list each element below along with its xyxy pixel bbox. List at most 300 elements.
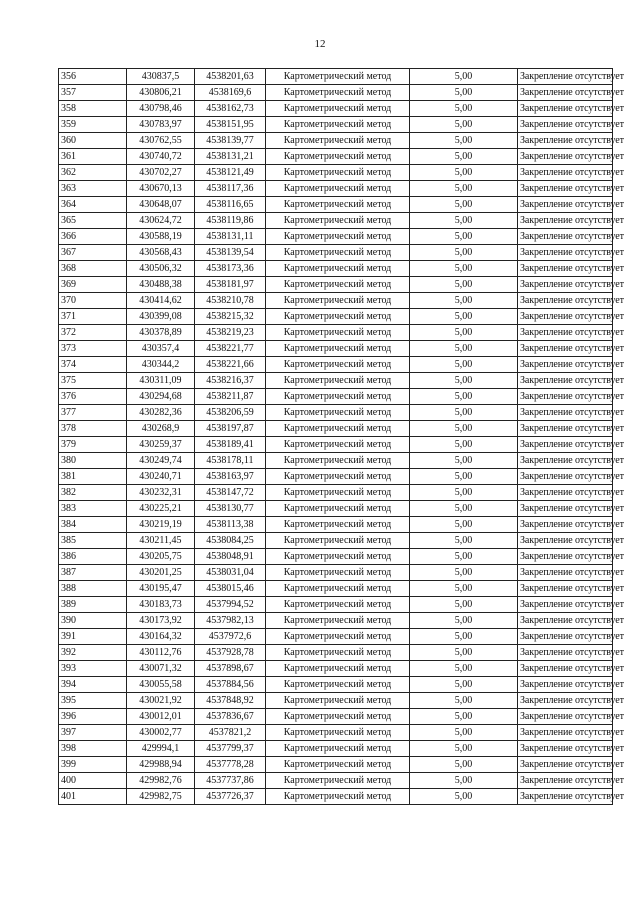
x-coordinate-cell: 430624,72: [127, 213, 195, 229]
x-coordinate-cell: 430648,07: [127, 197, 195, 213]
marking-note-cell: Закрепление отсутствует: [518, 485, 613, 501]
y-coordinate-cell: 4538181,97: [195, 277, 266, 293]
y-coordinate-cell: 4537737,86: [195, 773, 266, 789]
method-cell: Картометрический метод: [266, 485, 410, 501]
x-coordinate-cell: 430211,45: [127, 533, 195, 549]
x-coordinate-cell: 429982,75: [127, 789, 195, 805]
method-cell: Картометрический метод: [266, 501, 410, 517]
accuracy-cell: 5,00: [410, 261, 518, 277]
x-coordinate-cell: 430055,58: [127, 677, 195, 693]
x-coordinate-cell: 430012,01: [127, 709, 195, 725]
method-cell: Картометрический метод: [266, 677, 410, 693]
marking-note-cell: Закрепление отсутствует: [518, 501, 613, 517]
method-cell: Картометрический метод: [266, 517, 410, 533]
accuracy-cell: 5,00: [410, 645, 518, 661]
marking-note-cell: Закрепление отсутствует: [518, 261, 613, 277]
point-number-cell: 399: [59, 757, 127, 773]
point-number-cell: 378: [59, 421, 127, 437]
marking-note-cell: Закрепление отсутствует: [518, 565, 613, 581]
method-cell: Картометрический метод: [266, 549, 410, 565]
y-coordinate-cell: 4537928,78: [195, 645, 266, 661]
marking-note-cell: Закрепление отсутствует: [518, 517, 613, 533]
method-cell: Картометрический метод: [266, 149, 410, 165]
marking-note-cell: Закрепление отсутствует: [518, 357, 613, 373]
y-coordinate-cell: 4537821,2: [195, 725, 266, 741]
accuracy-cell: 5,00: [410, 437, 518, 453]
x-coordinate-cell: 430268,9: [127, 421, 195, 437]
accuracy-cell: 5,00: [410, 293, 518, 309]
table-row: [59, 181, 613, 197]
method-cell: Картометрический метод: [266, 709, 410, 725]
x-coordinate-cell: 430670,13: [127, 181, 195, 197]
y-coordinate-cell: 4538211,87: [195, 389, 266, 405]
x-coordinate-cell: 430294,68: [127, 389, 195, 405]
method-cell: Картометрический метод: [266, 453, 410, 469]
table-row: [59, 613, 613, 629]
x-coordinate-cell: 430798,46: [127, 101, 195, 117]
accuracy-cell: 5,00: [410, 693, 518, 709]
method-cell: Картометрический метод: [266, 661, 410, 677]
marking-note-cell: Закрепление отсутствует: [518, 277, 613, 293]
point-number-cell: 380: [59, 453, 127, 469]
table-row: [59, 373, 613, 389]
marking-note-cell: Закрепление отсутствует: [518, 421, 613, 437]
accuracy-cell: 5,00: [410, 485, 518, 501]
point-number-cell: 365: [59, 213, 127, 229]
accuracy-cell: 5,00: [410, 373, 518, 389]
y-coordinate-cell: 4537884,56: [195, 677, 266, 693]
marking-note-cell: Закрепление отсутствует: [518, 405, 613, 421]
marking-note-cell: Закрепление отсутствует: [518, 373, 613, 389]
marking-note-cell: Закрепление отсутствует: [518, 741, 613, 757]
accuracy-cell: 5,00: [410, 741, 518, 757]
point-number-cell: 359: [59, 117, 127, 133]
marking-note-cell: Закрепление отсутствует: [518, 389, 613, 405]
table-row: [59, 709, 613, 725]
method-cell: Картометрический метод: [266, 85, 410, 101]
point-number-cell: 367: [59, 245, 127, 261]
point-number-cell: 401: [59, 789, 127, 805]
table-row: [59, 501, 613, 517]
y-coordinate-cell: 4538139,77: [195, 133, 266, 149]
point-number-cell: 363: [59, 181, 127, 197]
marking-note-cell: Закрепление отсутствует: [518, 181, 613, 197]
y-coordinate-cell: 4538221,66: [195, 357, 266, 373]
point-number-cell: 393: [59, 661, 127, 677]
table-row: [59, 293, 613, 309]
marking-note-cell: Закрепление отсутствует: [518, 469, 613, 485]
y-coordinate-cell: 4538216,37: [195, 373, 266, 389]
method-cell: Картометрический метод: [266, 469, 410, 485]
accuracy-cell: 5,00: [410, 181, 518, 197]
table-row: [59, 85, 613, 101]
y-coordinate-cell: 4538117,36: [195, 181, 266, 197]
accuracy-cell: 5,00: [410, 517, 518, 533]
point-number-cell: 357: [59, 85, 127, 101]
method-cell: Картометрический метод: [266, 229, 410, 245]
y-coordinate-cell: 4537972,6: [195, 629, 266, 645]
point-number-cell: 364: [59, 197, 127, 213]
method-cell: Картометрический метод: [266, 389, 410, 405]
method-cell: Картометрический метод: [266, 101, 410, 117]
y-coordinate-cell: 4537982,13: [195, 613, 266, 629]
point-number-cell: 400: [59, 773, 127, 789]
y-coordinate-cell: 4538178,11: [195, 453, 266, 469]
x-coordinate-cell: 430344,2: [127, 357, 195, 373]
point-number-cell: 366: [59, 229, 127, 245]
accuracy-cell: 5,00: [410, 341, 518, 357]
point-number-cell: 386: [59, 549, 127, 565]
accuracy-cell: 5,00: [410, 597, 518, 613]
x-coordinate-cell: 430112,76: [127, 645, 195, 661]
marking-note-cell: Закрепление отсутствует: [518, 85, 613, 101]
accuracy-cell: 5,00: [410, 709, 518, 725]
accuracy-cell: 5,00: [410, 101, 518, 117]
x-coordinate-cell: 430357,4: [127, 341, 195, 357]
table-row: [59, 565, 613, 581]
accuracy-cell: 5,00: [410, 69, 518, 85]
x-coordinate-cell: 429988,94: [127, 757, 195, 773]
y-coordinate-cell: 4538139,54: [195, 245, 266, 261]
point-number-cell: 358: [59, 101, 127, 117]
method-cell: Картометрический метод: [266, 341, 410, 357]
marking-note-cell: Закрепление отсутствует: [518, 549, 613, 565]
point-number-cell: 375: [59, 373, 127, 389]
y-coordinate-cell: 4537726,37: [195, 789, 266, 805]
point-number-cell: 373: [59, 341, 127, 357]
table-row: [59, 133, 613, 149]
method-cell: Картометрический метод: [266, 693, 410, 709]
accuracy-cell: 5,00: [410, 405, 518, 421]
y-coordinate-cell: 4538197,87: [195, 421, 266, 437]
method-cell: Картометрический метод: [266, 725, 410, 741]
marking-note-cell: Закрепление отсутствует: [518, 709, 613, 725]
x-coordinate-cell: 430588,19: [127, 229, 195, 245]
x-coordinate-cell: 430249,74: [127, 453, 195, 469]
point-number-cell: 371: [59, 309, 127, 325]
x-coordinate-cell: 430205,75: [127, 549, 195, 565]
table-row: [59, 677, 613, 693]
x-coordinate-cell: 430219,19: [127, 517, 195, 533]
y-coordinate-cell: 4537898,67: [195, 661, 266, 677]
marking-note-cell: Закрепление отсутствует: [518, 613, 613, 629]
point-number-cell: 388: [59, 581, 127, 597]
y-coordinate-cell: 4538131,21: [195, 149, 266, 165]
coordinates-table-body: [59, 69, 624, 805]
marking-note-cell: Закрепление отсутствует: [518, 757, 613, 773]
page-number: 12: [314, 38, 326, 50]
table-row: [59, 597, 613, 613]
y-coordinate-cell: 4538163,97: [195, 469, 266, 485]
method-cell: Картометрический метод: [266, 581, 410, 597]
point-number-cell: 383: [59, 501, 127, 517]
marking-note-cell: Закрепление отсутствует: [518, 341, 613, 357]
table-row: [59, 405, 613, 421]
table-row: [59, 117, 613, 133]
marking-note-cell: Закрепление отсутствует: [518, 725, 613, 741]
method-cell: Картометрический метод: [266, 789, 410, 805]
x-coordinate-cell: 430378,89: [127, 325, 195, 341]
accuracy-cell: 5,00: [410, 229, 518, 245]
point-number-cell: 376: [59, 389, 127, 405]
point-number-cell: 392: [59, 645, 127, 661]
table-row: [59, 101, 613, 117]
table-row: [59, 629, 613, 645]
method-cell: Картометрический метод: [266, 565, 410, 581]
point-number-cell: 387: [59, 565, 127, 581]
point-number-cell: 356: [59, 69, 127, 85]
y-coordinate-cell: 4538201,63: [195, 69, 266, 85]
table-row: [59, 261, 613, 277]
y-coordinate-cell: 4538151,95: [195, 117, 266, 133]
x-coordinate-cell: 430740,72: [127, 149, 195, 165]
point-number-cell: 382: [59, 485, 127, 501]
marking-note-cell: Закрепление отсутствует: [518, 645, 613, 661]
y-coordinate-cell: 4537836,67: [195, 709, 266, 725]
accuracy-cell: 5,00: [410, 549, 518, 565]
table-row: [59, 757, 613, 773]
accuracy-cell: 5,00: [410, 245, 518, 261]
accuracy-cell: 5,00: [410, 773, 518, 789]
x-coordinate-cell: 430762,55: [127, 133, 195, 149]
point-number-cell: 370: [59, 293, 127, 309]
method-cell: Картометрический метод: [266, 645, 410, 661]
point-number-cell: 398: [59, 741, 127, 757]
method-cell: Картометрический метод: [266, 357, 410, 373]
y-coordinate-cell: 4538121,49: [195, 165, 266, 181]
marking-note-cell: Закрепление отсутствует: [518, 789, 613, 805]
marking-note-cell: Закрепление отсутствует: [518, 229, 613, 245]
method-cell: Картометрический метод: [266, 245, 410, 261]
table-row: [59, 325, 613, 341]
accuracy-cell: 5,00: [410, 453, 518, 469]
table-row: [59, 549, 613, 565]
y-coordinate-cell: 4538015,46: [195, 581, 266, 597]
point-number-cell: 394: [59, 677, 127, 693]
method-cell: Картометрический метод: [266, 757, 410, 773]
x-coordinate-cell: 430702,27: [127, 165, 195, 181]
method-cell: Картометрический метод: [266, 197, 410, 213]
marking-note-cell: Закрепление отсутствует: [518, 437, 613, 453]
marking-note-cell: Закрепление отсутствует: [518, 133, 613, 149]
point-number-cell: 390: [59, 613, 127, 629]
method-cell: Картометрический метод: [266, 117, 410, 133]
method-cell: Картометрический метод: [266, 437, 410, 453]
x-coordinate-cell: 430282,36: [127, 405, 195, 421]
y-coordinate-cell: 4537778,28: [195, 757, 266, 773]
x-coordinate-cell: 430195,47: [127, 581, 195, 597]
x-coordinate-cell: 430002,77: [127, 725, 195, 741]
table-row: [59, 725, 613, 741]
y-coordinate-cell: 4537799,37: [195, 741, 266, 757]
accuracy-cell: 5,00: [410, 357, 518, 373]
marking-note-cell: Закрепление отсутствует: [518, 309, 613, 325]
y-coordinate-cell: 4538206,59: [195, 405, 266, 421]
marking-note-cell: Закрепление отсутствует: [518, 149, 613, 165]
y-coordinate-cell: 4538215,32: [195, 309, 266, 325]
table-row: [59, 309, 613, 325]
marking-note-cell: Закрепление отсутствует: [518, 165, 613, 181]
method-cell: Картометрический метод: [266, 293, 410, 309]
x-coordinate-cell: 430021,92: [127, 693, 195, 709]
point-number-cell: 360: [59, 133, 127, 149]
x-coordinate-cell: 430506,32: [127, 261, 195, 277]
accuracy-cell: 5,00: [410, 501, 518, 517]
table-row: [59, 357, 613, 373]
table-row: [59, 389, 613, 405]
marking-note-cell: Закрепление отсутствует: [518, 117, 613, 133]
marking-note-cell: Закрепление отсутствует: [518, 693, 613, 709]
point-number-cell: 379: [59, 437, 127, 453]
point-number-cell: 385: [59, 533, 127, 549]
x-coordinate-cell: 430201,25: [127, 565, 195, 581]
y-coordinate-cell: 4538084,25: [195, 533, 266, 549]
table-row: [59, 437, 613, 453]
x-coordinate-cell: 430071,32: [127, 661, 195, 677]
y-coordinate-cell: 4537994,52: [195, 597, 266, 613]
x-coordinate-cell: 430173,92: [127, 613, 195, 629]
table-row: [59, 773, 613, 789]
x-coordinate-cell: 430488,38: [127, 277, 195, 293]
accuracy-cell: 5,00: [410, 309, 518, 325]
marking-note-cell: Закрепление отсутствует: [518, 293, 613, 309]
accuracy-cell: 5,00: [410, 661, 518, 677]
x-coordinate-cell: 430232,31: [127, 485, 195, 501]
y-coordinate-cell: 4538210,78: [195, 293, 266, 309]
method-cell: Картометрический метод: [266, 405, 410, 421]
marking-note-cell: Закрепление отсутствует: [518, 325, 613, 341]
accuracy-cell: 5,00: [410, 629, 518, 645]
x-coordinate-cell: 430399,08: [127, 309, 195, 325]
marking-note-cell: Закрепление отсутствует: [518, 629, 613, 645]
x-coordinate-cell: 430311,09: [127, 373, 195, 389]
point-number-cell: 396: [59, 709, 127, 725]
table-row: [59, 645, 613, 661]
accuracy-cell: 5,00: [410, 581, 518, 597]
x-coordinate-cell: 430225,21: [127, 501, 195, 517]
table-row: [59, 453, 613, 469]
table-row: [59, 533, 613, 549]
accuracy-cell: 5,00: [410, 533, 518, 549]
y-coordinate-cell: 4538116,65: [195, 197, 266, 213]
x-coordinate-cell: 430783,97: [127, 117, 195, 133]
marking-note-cell: Закрепление отсутствует: [518, 661, 613, 677]
table-row: [59, 789, 613, 805]
method-cell: Картометрический метод: [266, 213, 410, 229]
point-number-cell: 374: [59, 357, 127, 373]
accuracy-cell: 5,00: [410, 213, 518, 229]
x-coordinate-cell: 430164,32: [127, 629, 195, 645]
table-row: [59, 229, 613, 245]
accuracy-cell: 5,00: [410, 677, 518, 693]
point-number-cell: 389: [59, 597, 127, 613]
marking-note-cell: Закрепление отсутствует: [518, 69, 613, 85]
point-number-cell: 395: [59, 693, 127, 709]
accuracy-cell: 5,00: [410, 565, 518, 581]
x-coordinate-cell: 430414,62: [127, 293, 195, 309]
method-cell: Картометрический метод: [266, 741, 410, 757]
y-coordinate-cell: 4538147,72: [195, 485, 266, 501]
x-coordinate-cell: 430259,37: [127, 437, 195, 453]
point-number-cell: 369: [59, 277, 127, 293]
table-row: [59, 277, 613, 293]
point-number-cell: 372: [59, 325, 127, 341]
point-number-cell: 381: [59, 469, 127, 485]
marking-note-cell: Закрепление отсутствует: [518, 197, 613, 213]
table-row: [59, 213, 613, 229]
x-coordinate-cell: 430183,73: [127, 597, 195, 613]
x-coordinate-cell: 429982,76: [127, 773, 195, 789]
marking-note-cell: Закрепление отсутствует: [518, 581, 613, 597]
point-number-cell: 377: [59, 405, 127, 421]
accuracy-cell: 5,00: [410, 117, 518, 133]
table-row: [59, 165, 613, 181]
accuracy-cell: 5,00: [410, 325, 518, 341]
method-cell: Картометрический метод: [266, 309, 410, 325]
method-cell: Картометрический метод: [266, 597, 410, 613]
marking-note-cell: Закрепление отсутствует: [518, 101, 613, 117]
method-cell: Картометрический метод: [266, 613, 410, 629]
method-cell: Картометрический метод: [266, 533, 410, 549]
x-coordinate-cell: 430837,5: [127, 69, 195, 85]
point-number-cell: 368: [59, 261, 127, 277]
marking-note-cell: Закрепление отсутствует: [518, 597, 613, 613]
method-cell: Картометрический метод: [266, 165, 410, 181]
y-coordinate-cell: 4538173,36: [195, 261, 266, 277]
method-cell: Картометрический метод: [266, 69, 410, 85]
y-coordinate-cell: 4538219,23: [195, 325, 266, 341]
table-row: [59, 341, 613, 357]
accuracy-cell: 5,00: [410, 85, 518, 101]
point-number-cell: 361: [59, 149, 127, 165]
x-coordinate-cell: 429994,1: [127, 741, 195, 757]
accuracy-cell: 5,00: [410, 421, 518, 437]
marking-note-cell: Закрепление отсутствует: [518, 245, 613, 261]
table-row: [59, 421, 613, 437]
y-coordinate-cell: 4538169,6: [195, 85, 266, 101]
point-number-cell: 391: [59, 629, 127, 645]
y-coordinate-cell: 4538221,77: [195, 341, 266, 357]
table-row: [59, 581, 613, 597]
table-row: [59, 469, 613, 485]
method-cell: Картометрический метод: [266, 325, 410, 341]
table-row: [59, 245, 613, 261]
method-cell: Картометрический метод: [266, 277, 410, 293]
method-cell: Картометрический метод: [266, 773, 410, 789]
accuracy-cell: 5,00: [410, 133, 518, 149]
accuracy-cell: 5,00: [410, 469, 518, 485]
y-coordinate-cell: 4538162,73: [195, 101, 266, 117]
y-coordinate-cell: 4537848,92: [195, 693, 266, 709]
method-cell: Картометрический метод: [266, 629, 410, 645]
point-number-cell: 384: [59, 517, 127, 533]
y-coordinate-cell: 4538130,77: [195, 501, 266, 517]
method-cell: Картометрический метод: [266, 421, 410, 437]
y-coordinate-cell: 4538031,04: [195, 565, 266, 581]
y-coordinate-cell: 4538119,86: [195, 213, 266, 229]
table-row: [59, 197, 613, 213]
coordinates-table: [58, 68, 624, 805]
method-cell: Картометрический метод: [266, 261, 410, 277]
accuracy-cell: 5,00: [410, 757, 518, 773]
table-row: [59, 485, 613, 501]
point-number-cell: 397: [59, 725, 127, 741]
marking-note-cell: Закрепление отсутствует: [518, 677, 613, 693]
accuracy-cell: 5,00: [410, 149, 518, 165]
point-number-cell: 362: [59, 165, 127, 181]
accuracy-cell: 5,00: [410, 197, 518, 213]
method-cell: Картометрический метод: [266, 181, 410, 197]
